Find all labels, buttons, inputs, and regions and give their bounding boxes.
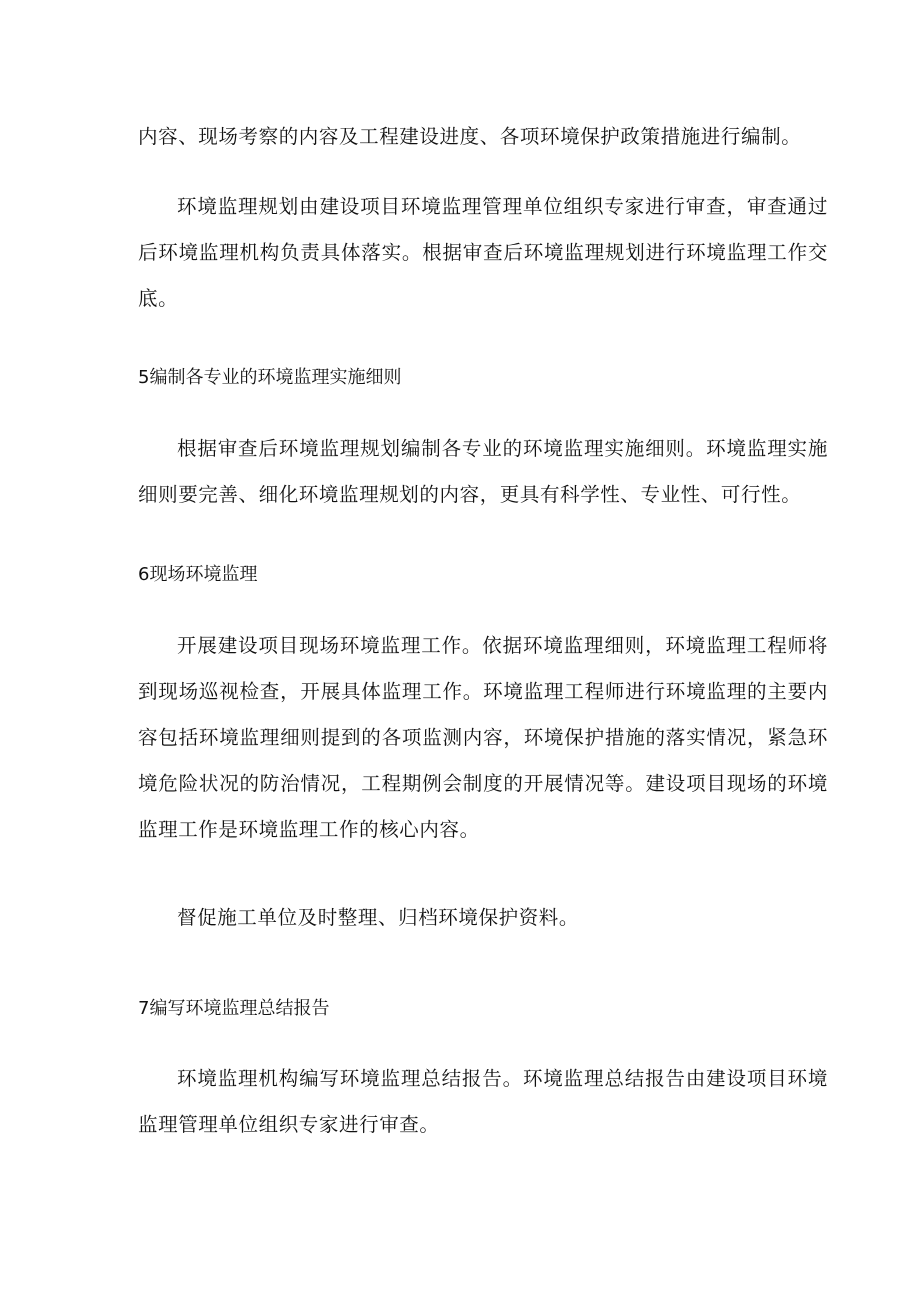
section-heading-6: 6现场环境监理: [138, 564, 258, 585]
paragraph-archive-materials: 督促施工单位及时整理、归档环境保护资料。: [177, 906, 580, 929]
section-heading-5: 5编制各专业的环境监理实施细则: [138, 367, 402, 388]
paragraph-continuation: 内容、现场考察的内容及工程建设进度、各项环境保护政策措施进行编制。: [138, 125, 802, 148]
paragraph-implementation-rules: 根据审查后环境监理规划编制各专业的环境监理实施细则。环境监理实施细则要完善、细化环境监理规划的内容，更具有科学性、专业性、可行性。: [138, 437, 828, 506]
section-heading-7: 7编写环境监理总结报告: [138, 998, 330, 1019]
paragraph-site-supervision: 开展建设项目现场环境监理工作。依据环境监理细则，环境监理工程师将到现场巡视检查，开展具体监理工作。环境监理工程师进行环境监理的主要内容包括环境监理细则提到的各项监测内容，环境保护措施的落实情况，紧急环境危险状况的防治情况，工程期例会制度的开展情况等。建设项目现场的环境监理工作是环境监理工作的核心内容。: [138, 634, 828, 841]
paragraph-summary-report: 环境监理机构编写环境监理总结报告。环境监理总结报告由建设项目环境监理管理单位组织专家进行审查。: [138, 1067, 828, 1136]
paragraph-plan-review: 环境监理规划由建设项目环境监理管理单位组织专家进行审查，审查通过后环境监理机构负责具体落实。根据审查后环境监理规划进行环境监理工作交底。: [138, 195, 828, 310]
